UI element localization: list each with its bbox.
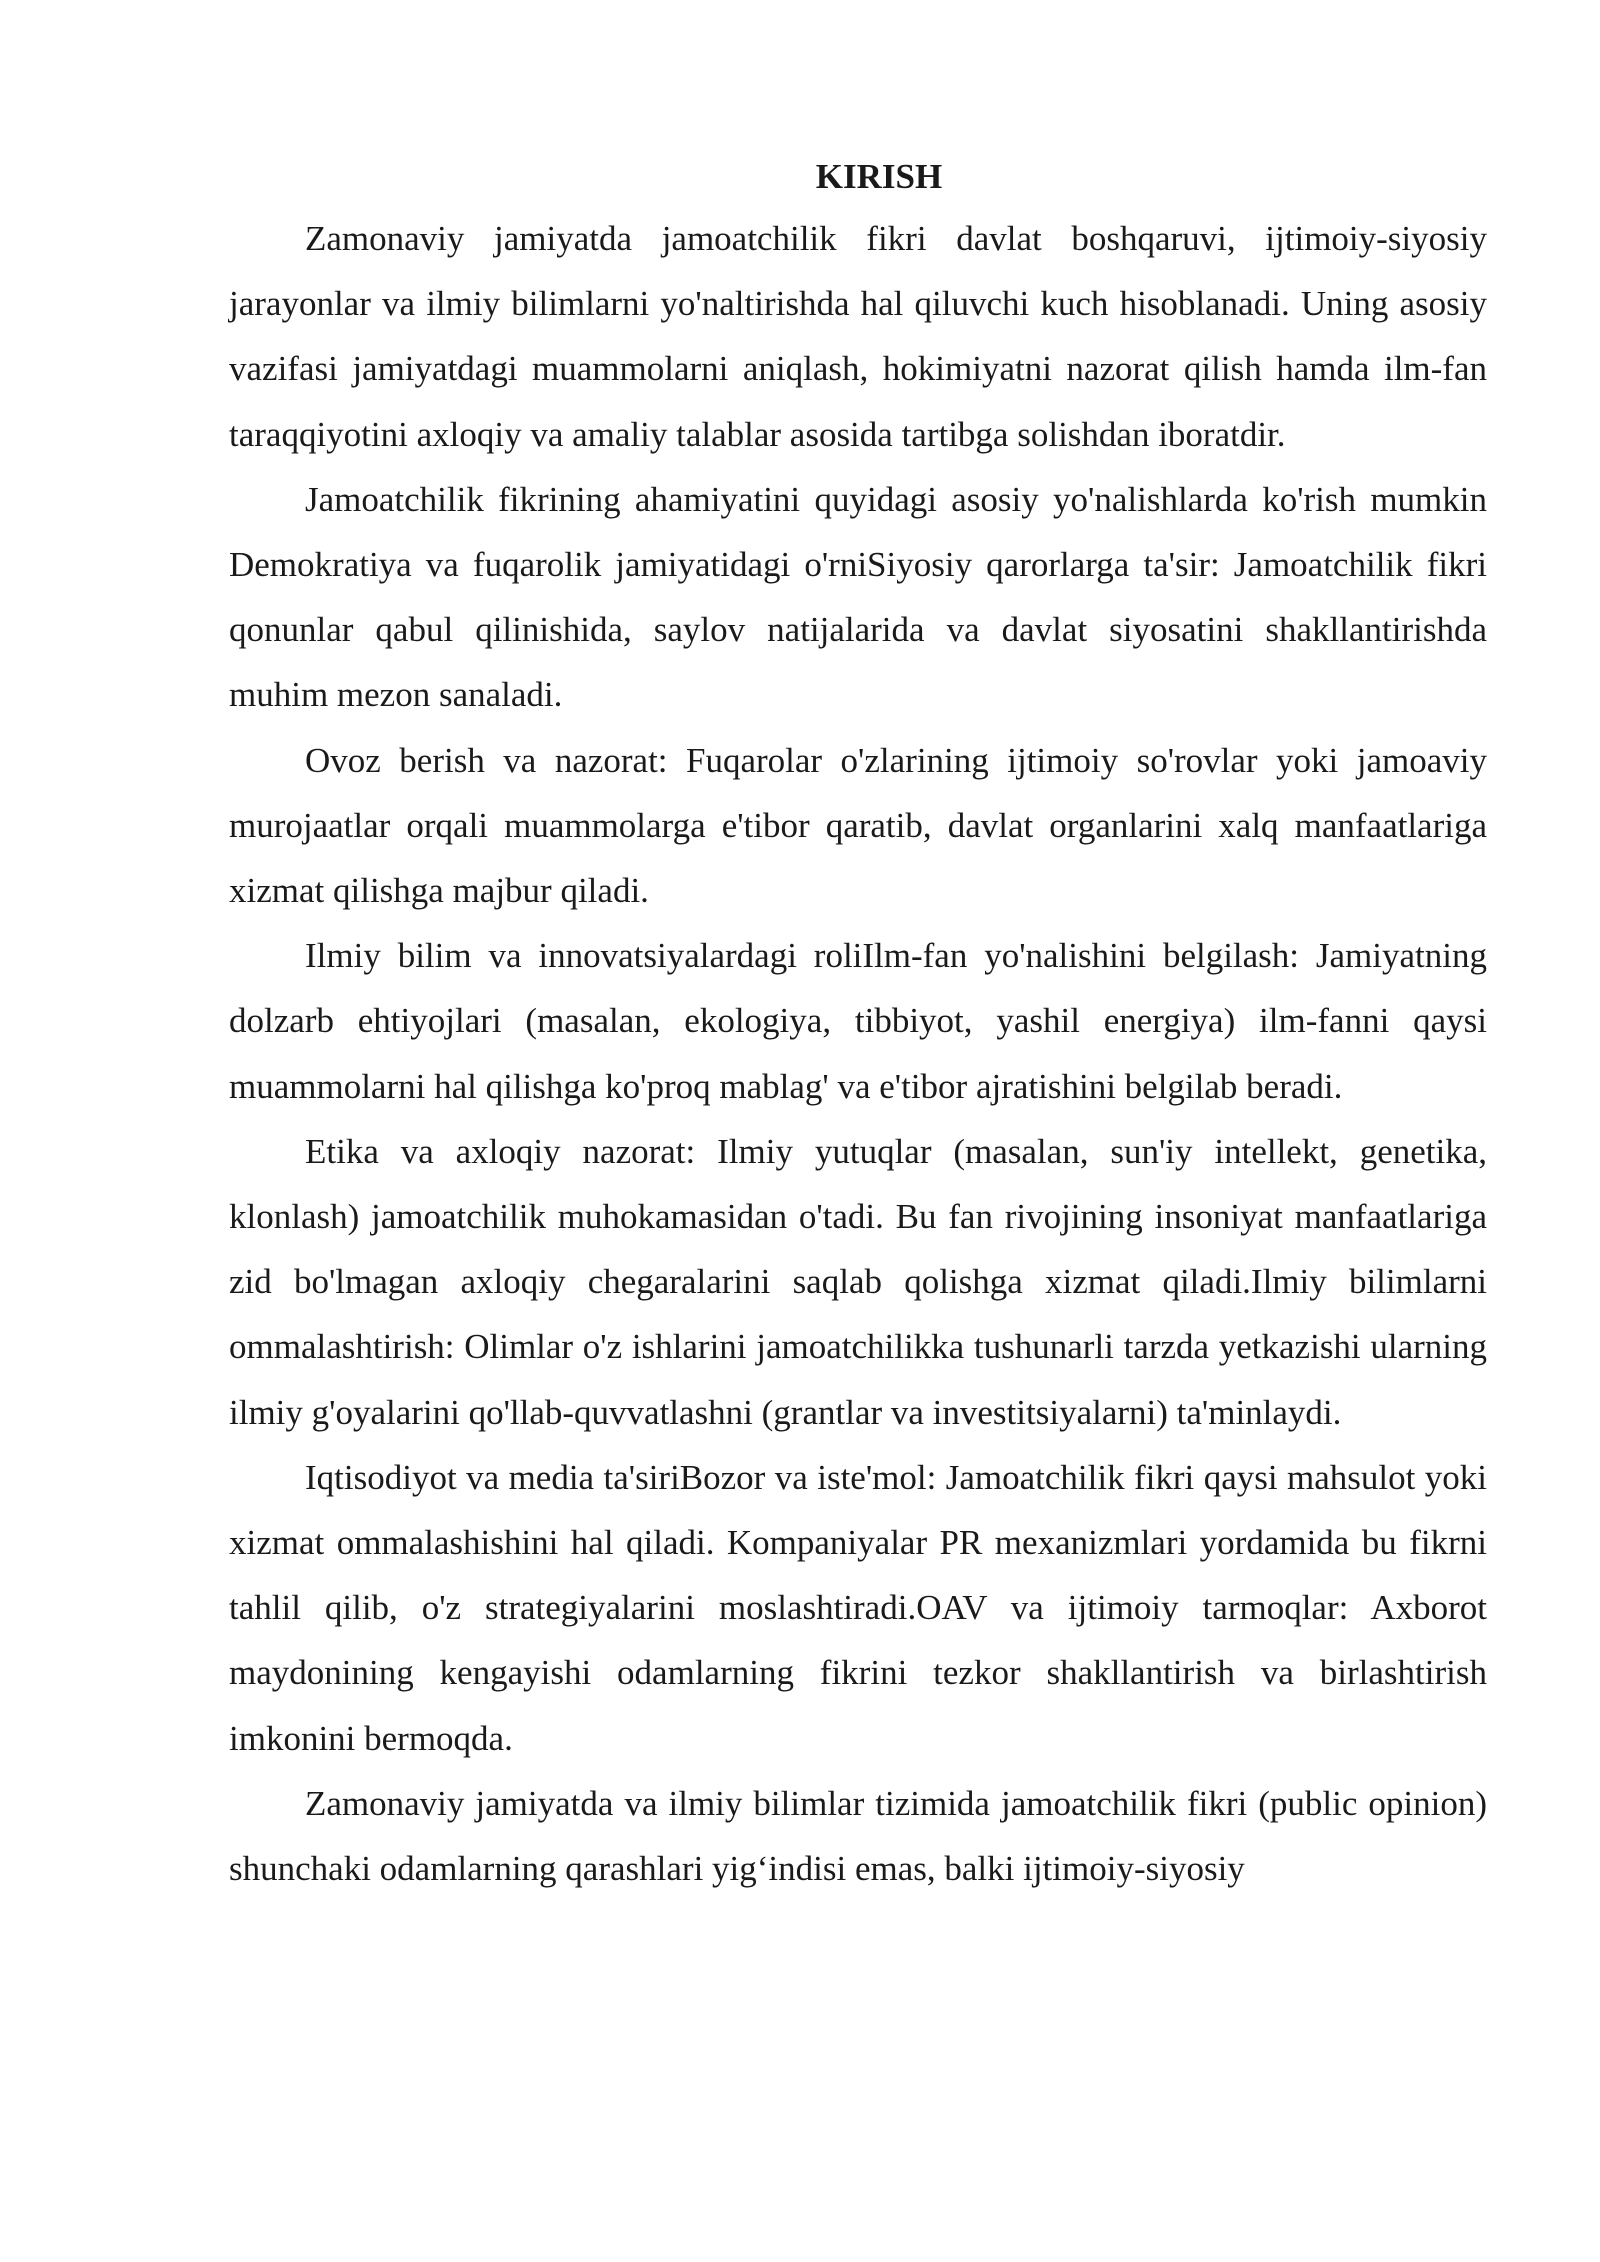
paragraph: Ilmiy bilim va innovatsiyalardagi roliIlm-fan yo'nalishini belgilash: Jamiyatning dolzarb ehtiyojlari (masalan, ekologiya, tibbiyot, yashil energiya) ilm-fanni qaysi muammolarni hal qilishga ko'proq mablag' va e'tibor ajratishini belgilab beradi. xyxy=(229,936,1487,1106)
document-body xyxy=(229,148,1487,1901)
paragraph: Zamonaviy jamiyatda jamoatchilik fikri davlat boshqaruvi, ijtimoiy-siyosiy jarayonlar va ilmiy bilimlarni yo'naltirishda hal qiluvchi kuch hisoblanadi. Uning asosiy vazifasi jamiyatdagi muammolarni aniqlash, hokimiyatni nazorat qilish hamda ilm-fan taraqqiyotini axloqiy va amaliy talablar asosida tartibga solishdan iboratdir. xyxy=(229,219,1487,454)
paragraph: Etika va axloqiy nazorat: Ilmiy yutuqlar (masalan, sun'iy intellekt, genetika, klonlash) jamoatchilik muhokamasidan o'tadi. Bu fan rivojining insoniyat manfaatlariga zid bo'lmagan axloqiy chegaralarini saqlab qolishga xizmat qiladi.Ilmiy bilimlarni ommalashtirish: Olimlar o'z ishlarini jamoatchilikka tushunarli tarzda yetkazishi ularning ilmiy g'oyalarini qo'llab-quvvatlashni (grantlar va investitsiyalarni) ta'minlaydi. xyxy=(229,1131,1487,1432)
paragraph: Ovoz berish va nazorat: Fuqarolar o'zlarining ijtimoiy so'rovlar yoki jamoaviy murojaatlar orqali muammolarga e'tibor qaratib, davlat organlarini xalq manfaatlariga xizmat qilishga majbur qiladi. xyxy=(229,740,1487,911)
document-title: KIRISH xyxy=(815,157,943,196)
paragraph: Jamoatchilik fikrining ahamiyatini quyidagi asosiy yo'nalishlarda ko'rish mumkin Demokratiya va fuqarolik jamiyatidagi o'rniSiyosiy qarorlarga ta'sir: Jamoatchilik fikri qonunlar qabul qilinishida, saylov natijalarida va davlat siyosatini shakllantirishda muhim mezon sanaladi. xyxy=(229,479,1487,715)
paragraph: Iqtisodiyot va media ta'siriBozor va iste'mol: Jamoatchilik fikri qaysi mahsulot yoki xizmat ommalashishini hal qiladi. Kompaniyalar PR mexanizmlari yordamida bu fikrni tahlil qilib, o'z strategiyalarini moslashtiradi.OAV va ijtimoiy tarmoqlar: Axborot maydonining kengayishi odamlarning fikrini tezkor shakllantirish va birlashtirish imkonini bermoqda. xyxy=(229,1457,1487,1758)
paragraph: Zamonaviy jamiyatda va ilmiy bilimlar tizimida jamoatchilik fikri (public opinion) shunchaki odamlarning qarashlari yig‘indisi emas, balki ijtimoiy-siyosiy xyxy=(229,1783,1487,1889)
